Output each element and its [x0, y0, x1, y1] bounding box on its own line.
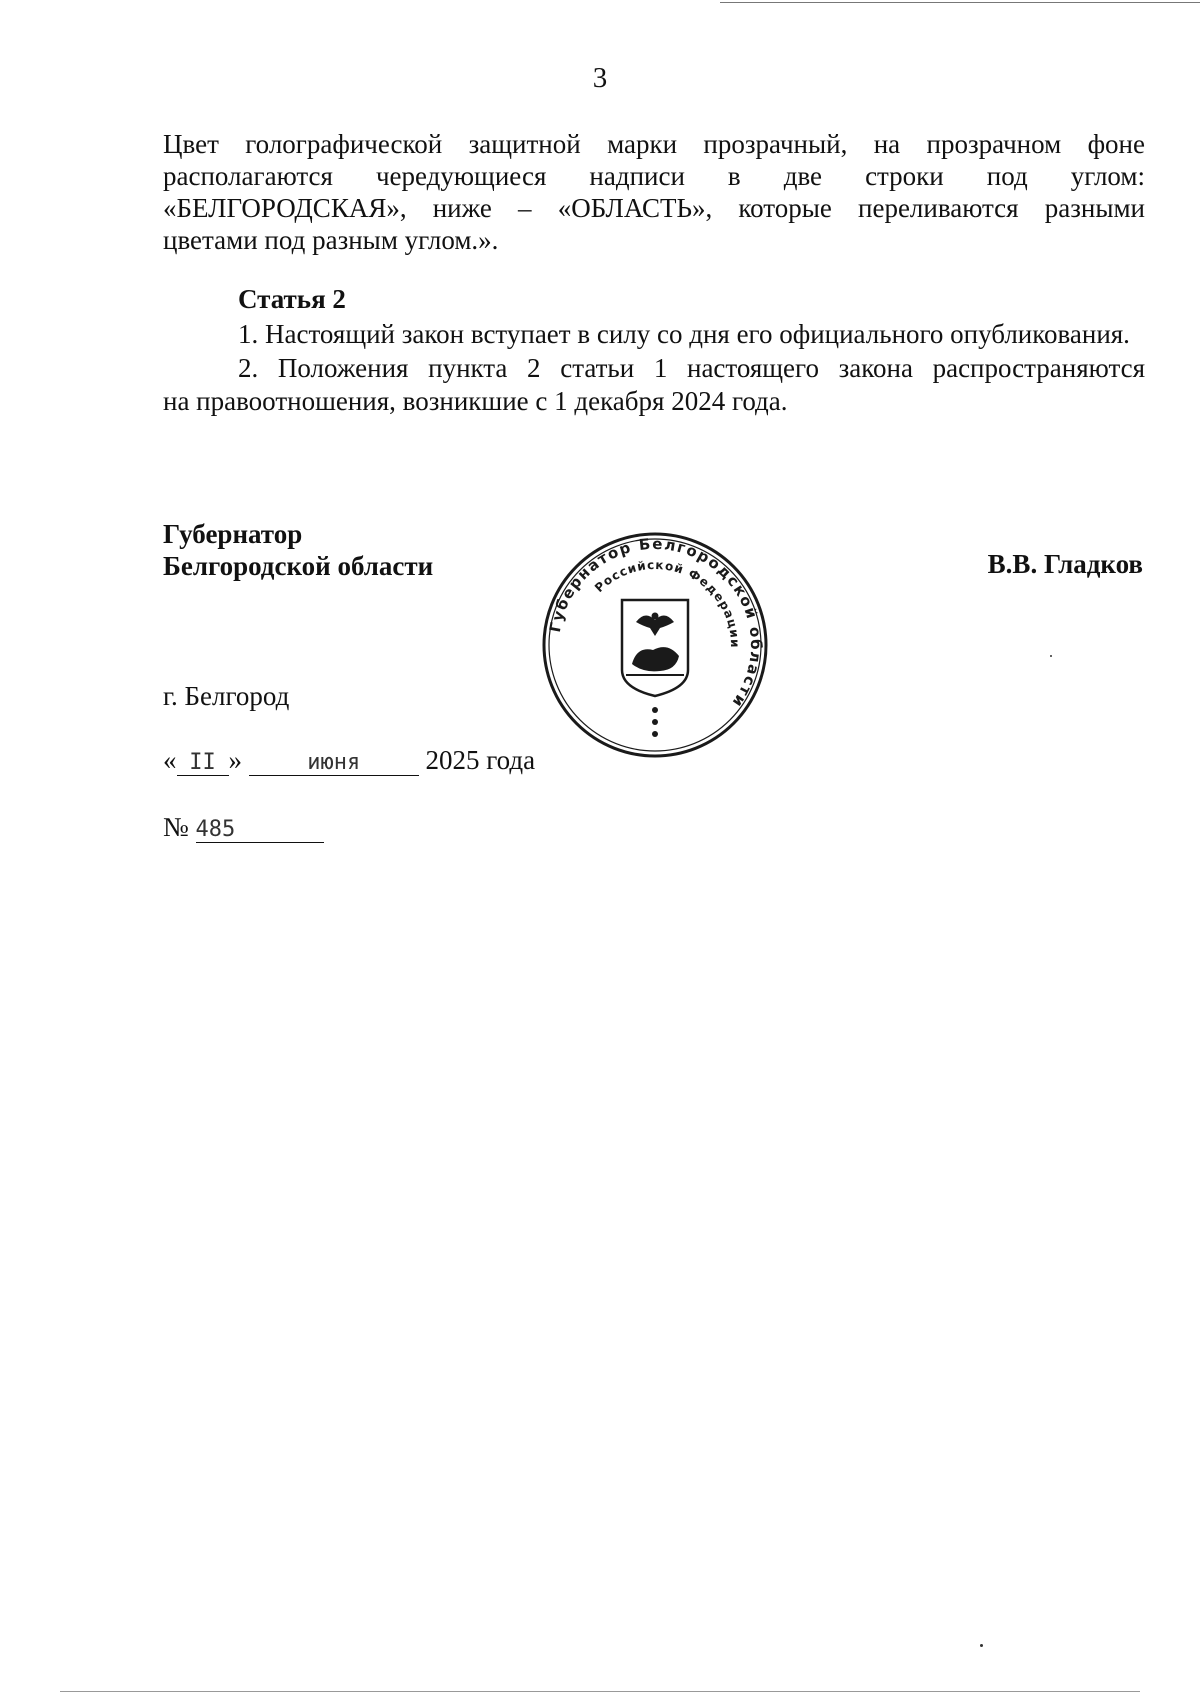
date-month: июня — [249, 750, 419, 776]
seal-dot — [652, 719, 658, 725]
document-number — [163, 812, 324, 843]
scan-artifact-bottom — [60, 1691, 1140, 1692]
intro-line-1: Цвет голографической защитной марки прозрачный, на прозрачном фоне — [163, 129, 1145, 159]
scan-speck — [980, 1644, 983, 1647]
signing-date — [163, 745, 535, 776]
signatory-name: В.В. Гладков — [987, 549, 1143, 579]
coat-of-arms-icon — [622, 600, 688, 696]
signatory-title-line-1: Губернатор — [163, 519, 303, 549]
official-seal — [540, 530, 770, 760]
date-close-quote: » — [228, 745, 242, 775]
date-day: II — [177, 750, 229, 776]
article-item-2-line-1: 2. Положения пункта 2 статьи 1 настоящего закона распространяются — [238, 353, 1145, 383]
article-heading: Статья 2 — [238, 284, 346, 314]
article-item-2-line-2: на правоотношения, возникшие с 1 декабря 2024 года. — [163, 386, 788, 416]
seal-inner-text: Российской Федерации — [591, 557, 743, 649]
signatory-title-line-2: Белгородской области — [163, 551, 434, 581]
scan-artifact-top — [720, 2, 1200, 3]
seal-outer-text: Губернатор Белгородской области — [545, 534, 766, 712]
seal-dot — [652, 731, 658, 737]
intro-line-3: «БЕЛГОРОДСКАЯ», ниже – «ОБЛАСТЬ», которые переливаются разными — [163, 193, 1145, 223]
date-open-quote: « — [163, 745, 177, 775]
page-number: 3 — [592, 62, 608, 94]
intro-line-2: располагаются чередующиеся надписи в две строки под углом: — [163, 161, 1145, 191]
signatory-title — [163, 518, 433, 582]
date-year: 2025 года — [425, 745, 536, 775]
number-sign: № — [163, 812, 189, 842]
seal-dot — [652, 707, 658, 713]
intro-line-4: цветами под разным углом.». — [163, 225, 499, 255]
document-number-value: 485 — [196, 817, 324, 843]
scan-speck — [1050, 655, 1052, 657]
article-item-1: 1. Настоящий закон вступает в силу со дня его официального опубликования. — [238, 319, 1130, 349]
place-of-signing: г. Белгород — [163, 681, 290, 711]
